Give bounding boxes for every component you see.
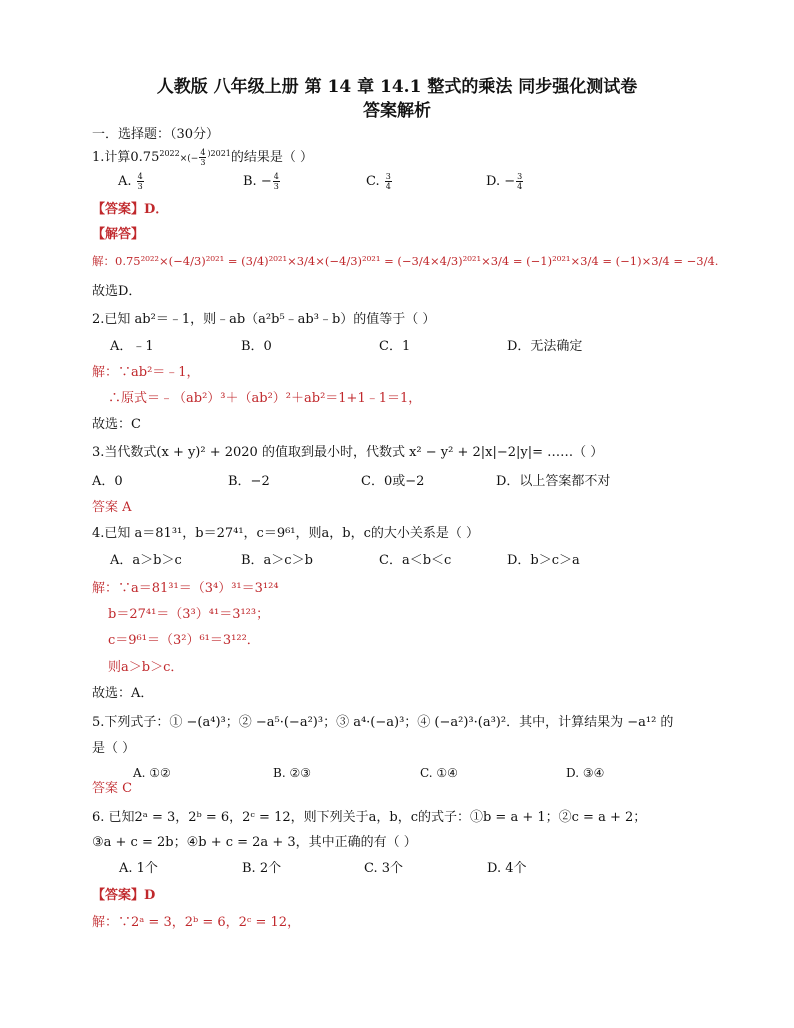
document-title: 人教版 八年级上册 第 14 章 14.1 整式的乘法 同步强化测试卷 xyxy=(156,77,638,97)
q2-solution-1: 解：∵ab²＝﹣1， xyxy=(92,365,200,380)
q2-option-a: A．﹣1 xyxy=(110,339,154,354)
q1-option-c xyxy=(366,172,393,191)
q1-opt-b-num: 4 xyxy=(273,172,279,181)
q4-solution-3: c＝9⁶¹＝（3²）⁶¹＝3¹²²． xyxy=(108,633,260,648)
q1-opt-c-num: 3 xyxy=(385,172,391,181)
q5-option-d: D. ③④ xyxy=(566,766,605,780)
q1-jieda-label: 【解答】 xyxy=(92,227,145,242)
q6-stem: 6. 已知2ᵃ = 3，2ᵇ = 6，2ᶜ = 12，则下列关于a，b，c的式子：①b = a + 1；②c = a + 2； xyxy=(92,810,647,825)
q4-option-c: C．a＜b＜c xyxy=(379,553,452,568)
q1-opt-a-frac xyxy=(137,172,144,191)
q6-answer: 【答案】D xyxy=(92,888,156,903)
q1-opt-b-frac xyxy=(273,172,280,191)
q1-opt-d-den: 4 xyxy=(517,182,523,191)
q1-opt-d-label: D. xyxy=(486,174,501,189)
q1-opt-b-label: B. xyxy=(243,174,257,189)
q4-solution-4: 则a＞b＞c． xyxy=(108,660,184,675)
q1-solution xyxy=(92,252,718,270)
document-subtitle: 答案解析 xyxy=(363,101,431,121)
q2-choice: 故选：C xyxy=(92,417,141,432)
q6-stem-cont: ③a + c = 2b；④b + c = 2a + 3，其中正确的有（ ） xyxy=(92,835,417,850)
q4-option-d: D．b＞c＞a xyxy=(507,553,580,568)
q5-option-a: A. ①② xyxy=(133,766,171,780)
q1-solution-prefix: 解： xyxy=(92,254,115,268)
q5-option-b: B. ②③ xyxy=(273,766,311,780)
q5-stem: 5.下列式子：① −(a⁴)³；② −a⁵·(−a²)³；③ a⁴·(−a)³；④ (−a²)³·(a³)²．其中，计算结果为 −a¹² 的 xyxy=(92,715,674,730)
q1-opt-a-num: 4 xyxy=(137,172,143,181)
q5-answer: 答案 C xyxy=(92,781,133,796)
q1-opt-a-den: 3 xyxy=(137,182,143,191)
q4-option-a: A．a＞b＞c xyxy=(110,553,182,568)
q1-choice: 故选D． xyxy=(92,284,142,299)
q1-opt-c-frac xyxy=(385,172,392,191)
q2-stem: 2.已知 ab²＝﹣1，则﹣ab（a²b⁵﹣ab³﹣b）的值等于（ ） xyxy=(92,312,436,327)
q6-option-a: A. 1个 xyxy=(119,861,158,876)
q6-option-b: B. 2个 xyxy=(242,861,282,876)
q2-option-c: C．1 xyxy=(379,339,411,354)
q1-exp2: )2021 xyxy=(207,149,231,158)
q3-stem: 3.当代数式(x + y)² + 2020 的值取到最小时，代数式 x² − y² + 2|x|−2|y|= ……（ ） xyxy=(92,445,604,460)
q3-option-a: A．0 xyxy=(92,474,123,489)
q3-option-d: D．以上答案都不对 xyxy=(496,474,611,489)
q1-frac-den: 3 xyxy=(200,158,206,167)
q1-option-d xyxy=(486,172,524,191)
q1-opt-a-label: A. xyxy=(118,174,132,189)
q4-solution-1: 解：∵a＝81³¹＝（3⁴）³¹＝3¹²⁴ xyxy=(92,581,279,596)
q2-option-d: D．无法确定 xyxy=(507,339,583,354)
q1-opt-d-num: 3 xyxy=(517,172,523,181)
q6-option-c: C. 3个 xyxy=(364,861,404,876)
q4-option-b: B．a＞c＞b xyxy=(241,553,313,568)
q3-answer: 答案 A xyxy=(92,500,132,515)
q1-opt-b-den: 3 xyxy=(273,182,279,191)
q3-option-c: C．0或−2 xyxy=(361,474,425,489)
q1-frac-num: 4 xyxy=(200,148,206,157)
q5-option-c: C. ①④ xyxy=(420,766,458,780)
q1-option-a xyxy=(118,172,145,191)
q6-option-d: D. 4个 xyxy=(487,861,527,876)
q4-solution-2: b＝27⁴¹＝（3³）⁴¹＝3¹²³； xyxy=(108,607,270,622)
q1-exp1: 2022 xyxy=(159,149,180,158)
q1-opt-c-den: 4 xyxy=(385,182,391,191)
q6-solution-1: 解：∵2ᵃ = 3，2ᵇ = 6，2ᶜ = 12， xyxy=(92,915,301,930)
q2-option-b: B．0 xyxy=(241,339,272,354)
section-heading: 一．选择题：（30分） xyxy=(92,127,220,142)
q1-solution-expr: 0.75²⁰²²×(−4/3)²⁰²¹ = (3/4)²⁰²¹×3/4×(−4/3)²⁰²¹ = (−3/4×4/3)²⁰²¹×3/4 = (−1)²⁰²¹×3/4 = (−1)×3/4 = −3/4. xyxy=(115,254,719,268)
q1-stem-suffix: 的结果是（ ） xyxy=(230,150,314,165)
q1-answer: 【答案】D． xyxy=(92,202,169,217)
q4-choice: 故选：A． xyxy=(92,686,154,701)
q1-opt-d-sign: − xyxy=(504,174,516,189)
q1-mul: ×(− xyxy=(179,154,199,164)
q4-stem: 4.已知 a＝81³¹，b＝27⁴¹，c＝9⁶¹，则a，b，c的大小关系是（ ） xyxy=(92,526,479,541)
q1-stem-prefix: 1.计算0.75 xyxy=(92,150,160,165)
q1-opt-b-sign: − xyxy=(260,174,272,189)
q1-option-b xyxy=(243,172,281,191)
q3-option-b: B．−2 xyxy=(228,474,270,489)
q5-stem-cont: 是（ ） xyxy=(92,741,136,756)
q1-opt-c-label: C. xyxy=(366,174,380,189)
q1-stem xyxy=(92,148,313,168)
q2-solution-2: ∴原式＝﹣（ab²）³＋（ab²）²＋ab²＝1+1﹣1＝1， xyxy=(108,391,422,406)
q1-fraction xyxy=(199,148,206,167)
q1-opt-d-frac xyxy=(516,172,523,191)
